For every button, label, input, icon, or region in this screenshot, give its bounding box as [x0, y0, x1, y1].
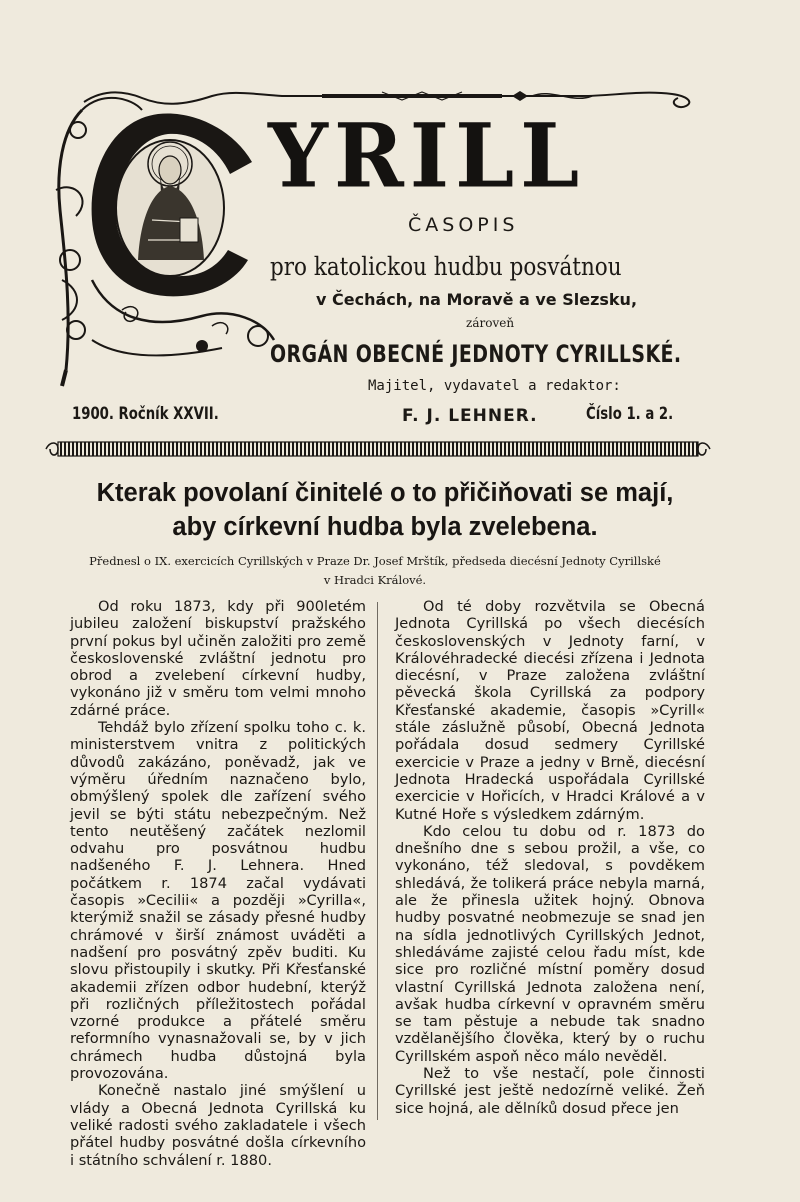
issue-number: Číslo 1. a 2. — [586, 404, 674, 424]
ornamental-initial-c — [52, 90, 282, 390]
left-paragraph-2: Tehdáž bylo zřízení spolku toho c. k. ministerstvem vnitra z politických důvodů zakázáno, poněvadž, jak ve výměru úředním naznačeno bylo, obmýšlený spolek dle zařízení svého jevil se býti státu nebezpečným. Než tento neutěšený začátek nezlomil odvahu pro posvátnou hudbu nadšeného F. J. Lehnera. Hned počátkem r. 1874 začal vydávati časopis »Cecilii« a později »Cyrilla«, kterýmiž snažil se zásady přesné hudby chrámové v širší známost uváděti a nadšení pro posvátný zpěv buditi. Ku slovu přistoupily i skutky. Při Křesťanské akademii zřízen odbor hudební, kterýž při rozličných příležitostech pořádal vzorné produkce a přátelé směru reformního vynasnažovali se, by v jich chrámech hudba důstojná byla provozována. — [70, 719, 366, 1083]
right-paragraph-2: Kdo celou tu dobu od r. 1873 do dnešního dne s sebou prožil, a vše, co vykonáno, též sledoval, s povděkem shledává, že tolikerá práce nebyla marná, ale že přinesla užitek hojný. Obnova hudby posvatné neobmezuje se snad jen na sídla jednotlivých Cyrillských Jednot, shledáváme zajisté celou řadu míst, kde sice pro rozličné místní poměry dosud vlastní Cyrillská Jednota založena není, avšak hudba církevní v opravném směru se tam pěstuje a nebude tak snadno vzdělanějšího člověka, který by o ruchu Cyrillském aspoň něco málo nevěděl. — [395, 822, 705, 1065]
byline-line-2: v Hradci Králové. — [323, 573, 427, 587]
masthead-subtitle-purpose: pro katolickou hudbu posvátnou — [270, 252, 622, 281]
masthead-title: YRILL — [268, 103, 586, 208]
year-volume: 1900. Ročník XXVII. — [72, 404, 219, 424]
decorative-rule — [44, 440, 712, 458]
right-paragraph-1: Od té doby rozvětvila se Obecná Jednota Cyrillská po všech diecésích československých v Jednoty farní, v Královéhradecké diecési zřízena i Jednota diecésní, v Praze založena zvláštní pěvecká škola Cyrillská za podpory Křesťanské akademie, časopis »Cyrill« stále záslužně působí, Obecná Jednota pořádala dosud sedmery Cyrillské exercicie v Praze a jedny v Brně, diecésní Jednota Hradecká uspořádala Cyrillské exercicie v Hořicích, v Hradci Králové a v Kutné Hoře s výsledkem zdárným. — [395, 598, 705, 823]
editor-name: F. J. LEHNER. — [402, 406, 538, 426]
byline-line-1: Přednesl o IX. exercicích Cyrillských v Praze Dr. Josef Mrštík, předseda diecésní Jednoty Cyrillské — [89, 554, 661, 568]
masthead-subtitle-zaroven: zároveň — [466, 316, 515, 330]
masthead-subtitle-regions: v Čechách, na Moravě a ve Slezsku, — [316, 290, 638, 309]
article-title — [40, 476, 730, 544]
masthead-subtitle-organ: ORGÁN OBECNÉ JEDNOTY CYRILLSKÉ. — [270, 340, 682, 368]
column-divider — [377, 602, 378, 1120]
left-column — [70, 598, 366, 1169]
left-paragraph-3: Konečně nastalo jiné smýšlení u vlády a Obecná Jednota Cyrillská ku veliké radosti svého zakladatele i všech přátel hudby posvátné došla církevního i státního schválení r. 1880. — [70, 1082, 366, 1169]
right-paragraph-3: Než to vše nestačí, pole činnosti Cyrillské jest ještě nedozírně veliké. Žeň sice hojná, ale dělníků dosud přece jen — [395, 1065, 705, 1117]
right-column — [395, 598, 705, 1117]
masthead-subtitle-casopis: ČASOPIS — [408, 214, 519, 236]
owner-label: Majitel, vydavatel a redaktor: — [368, 378, 621, 394]
article-byline — [60, 552, 690, 590]
left-paragraph-1: Od roku 1873, kdy při 900letém jubileu založení biskupství pražského první pokus byl učiněn založiti pro země československé zvláštní jednotu pro obrod a zvelebení církevní hudby, vykonáno již v směru tom velmi mnoho zdárné práce. — [70, 598, 366, 719]
article-title-line-2: aby církevní hudba byla zvelebena. — [172, 513, 598, 541]
article-title-line-1: Kterak povolaní činitelé o to přičiňovati se mají, — [96, 479, 674, 507]
